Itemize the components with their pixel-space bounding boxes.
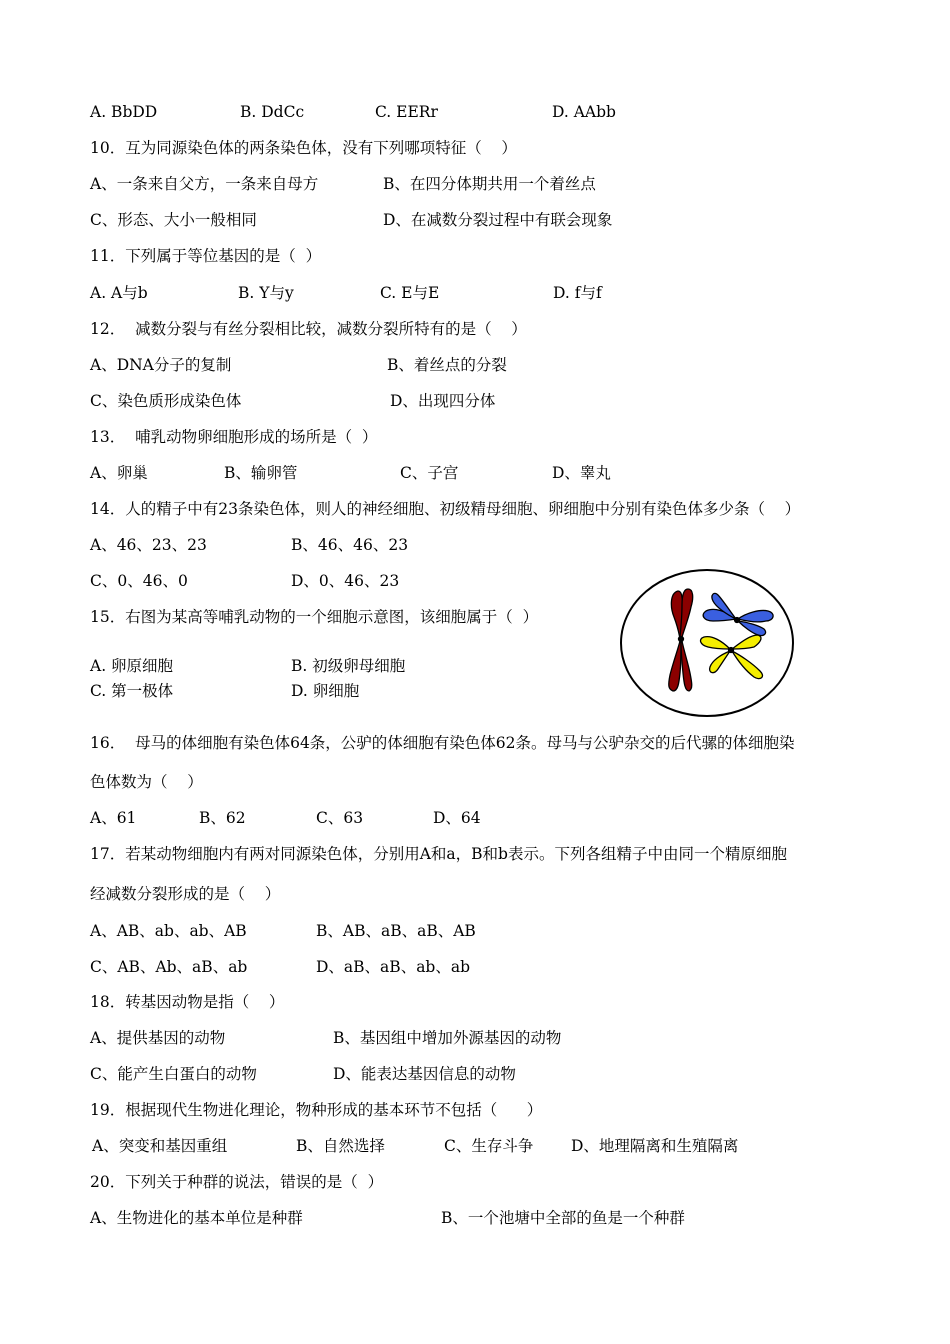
q13-option-a: A、卵巢 [90, 464, 148, 482]
q10-option-a: A、一条来自父方，一条来自母方 [90, 175, 319, 193]
q10-option-c: C、形态、大小一般相同 [90, 211, 257, 229]
q20-option-b: B、一个池塘中全部的鱼是一个种群 [441, 1209, 685, 1227]
q17-option-d: D、aB、aB、ab、ab [316, 958, 471, 976]
q16-option-c: C、63 [316, 809, 364, 827]
q12-option-b: B、着丝点的分裂 [387, 356, 507, 374]
q11-option-b: B. Y与y [238, 284, 294, 302]
q20-option-a: A、生物进化的基本单位是种群 [90, 1209, 303, 1227]
q13-option-c: C、子宫 [400, 464, 459, 482]
q19-option-a: A、突变和基因重组 [92, 1137, 228, 1155]
q13-stem: 13． 哺乳动物卵细胞形成的场所是（ ） [90, 428, 378, 446]
q16-option-b: B、62 [199, 809, 246, 827]
q10-option-b: B、在四分体期共用一个着丝点 [383, 175, 596, 193]
q14-option-a: A、46、23、23 [90, 536, 207, 554]
q11-option-d: D. f与f [553, 284, 602, 302]
q18-option-b: B、基因组中增加外源基因的动物 [333, 1029, 562, 1047]
cell-with-chromosomes-icon [618, 567, 798, 719]
q16-stem-line1: 16． 母马的体细胞有染色体64条，公驴的体细胞有染色体62条。母马与公驴杂交的后代骡的体细胞染 [90, 734, 795, 752]
q14-stem: 14．人的精子中有23条染色体，则人的神经细胞、初级精母细胞、卵细胞中分别有染色体多少条（ ） [90, 500, 801, 518]
q17-stem-line2: 经减数分裂形成的是（ ） [90, 885, 281, 903]
q14-option-d: D、0、46、23 [291, 572, 400, 590]
q17-option-a: A、AB、ab、ab、AB [90, 922, 247, 940]
q10-stem: 10．互为同源染色体的两条染色体，没有下列哪项特征（ ） [90, 139, 517, 157]
q9-option-a: A. BbDD [90, 103, 158, 121]
q16-option-a: A、61 [90, 809, 137, 827]
q11-option-a: A. A与b [90, 284, 148, 302]
q17-stem-line1: 17．若某动物细胞内有两对同源染色体，分别用A和a，B和b表示。下列各组精子中由同一个精原细胞 [90, 845, 787, 863]
q18-option-c: C、能产生白蛋白的动物 [90, 1065, 257, 1083]
q17-option-c: C、AB、Ab、aB、ab [90, 958, 248, 976]
q9-option-c: C. EERr [375, 103, 438, 121]
q11-stem: 11．下列属于等位基因的是（ ） [90, 247, 322, 265]
q19-stem: 19．根据现代生物进化理论，物种形成的基本环节不包括（ ） [90, 1101, 543, 1119]
q12-option-c: C、染色质形成染色体 [90, 392, 242, 410]
q14-option-b: B、46、46、23 [291, 536, 409, 554]
q15-option-c: C. 第一极体 [90, 682, 174, 700]
q16-stem-line2: 色体数为（ ） [90, 773, 203, 791]
q19-option-d: D、地理隔离和生殖隔离 [571, 1137, 739, 1155]
q18-option-d: D、能表达基因信息的动物 [333, 1065, 516, 1083]
q14-option-c: C、0、46、0 [90, 572, 188, 590]
q18-stem: 18．转基因动物是指（ ） [90, 993, 285, 1011]
q11-option-c: C. E与E [380, 284, 440, 302]
q20-stem: 20．下列关于种群的说法，错误的是（ ） [90, 1173, 384, 1191]
q15-option-b: B. 初级卵母细胞 [291, 657, 406, 675]
q12-option-a: A、DNA分子的复制 [90, 356, 232, 374]
q9-option-b: B. DdCc [240, 103, 305, 121]
q10-option-d: D、在减数分裂过程中有联会现象 [383, 211, 613, 229]
q15-option-a: A. 卵原细胞 [90, 657, 174, 675]
q13-option-d: D、睾丸 [552, 464, 611, 482]
q16-option-d: D、64 [433, 809, 481, 827]
q18-option-a: A、提供基因的动物 [90, 1029, 226, 1047]
q12-stem: 12． 减数分裂与有丝分裂相比较，减数分裂所特有的是（ ） [90, 320, 527, 338]
q13-option-b: B、输卵管 [224, 464, 298, 482]
q12-option-d: D、出现四分体 [390, 392, 496, 410]
q17-option-b: B、AB、aB、aB、AB [316, 922, 476, 940]
q9-option-d: D. AAbb [552, 103, 616, 121]
q15-option-d: D. 卵细胞 [291, 682, 360, 700]
q19-option-b: B、自然选择 [296, 1137, 385, 1155]
q19-option-c: C、生存斗争 [444, 1137, 534, 1155]
q15-stem: 15．右图为某高等哺乳动物的一个细胞示意图，该细胞属于（ ） [90, 608, 539, 626]
